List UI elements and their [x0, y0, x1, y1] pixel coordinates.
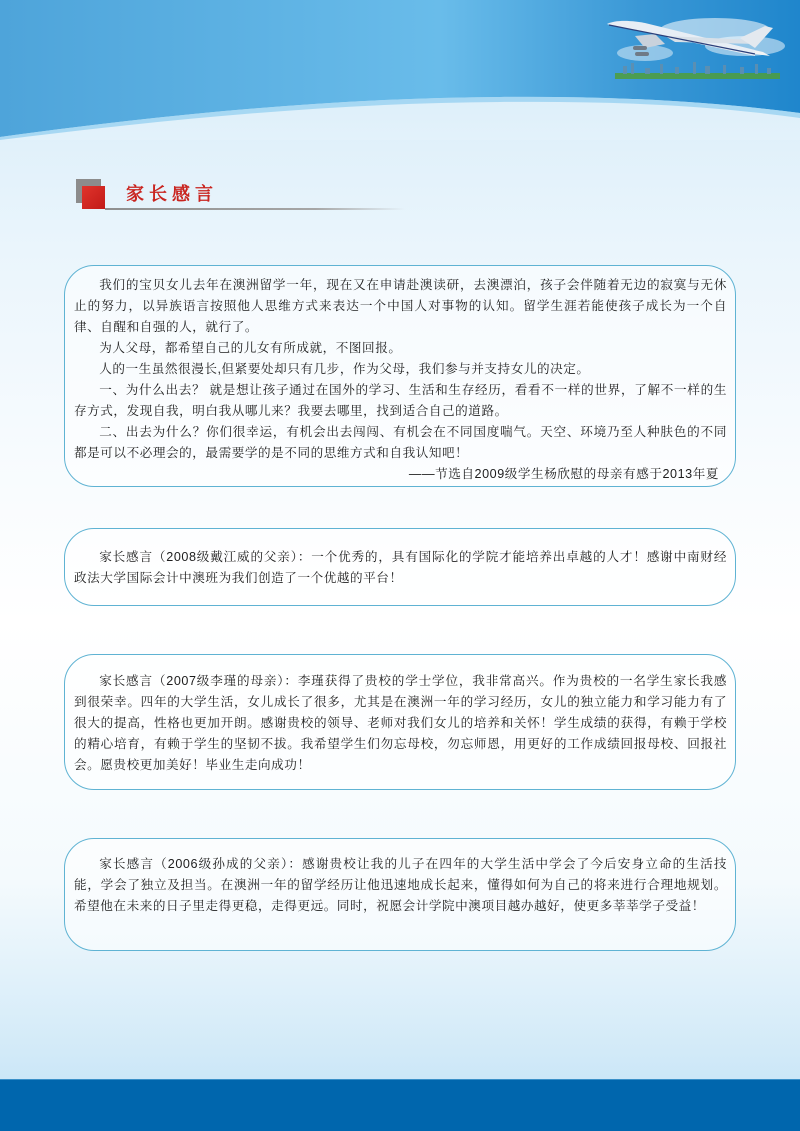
testimonial-paragraph: 我们的宝贝女儿去年在澳洲留学一年，现在又在申请赴澳读研，去澳漂泊，孩子会伴随着无边的寂寞与无休止的努力，以异族语言按照他人思维方式来表达一个中国人对事物的认知。留学生涯若能使孩子成长为一个自律、自醒和自强的人，就行了。 [74, 278, 727, 334]
testimonial-paragraph: 二、出去为什么？你们很幸运，有机会出去闯闯、有机会在不同国度喘气。天空、环境乃至人种肤色的不同都是可以不必理会的，最需要学的是不同的思维方式和自我认知吧！ [74, 425, 727, 460]
title-decoration-red-square [82, 186, 105, 209]
testimonial-card-3 [64, 654, 736, 790]
title-underline [105, 208, 405, 210]
testimonial-card-1 [64, 265, 736, 487]
testimonial-paragraph: 家长感言（2006级孙成的父亲）：感谢贵校让我的儿子在四年的大学生活中学会了今后安身立命的生活技能，学会了独立及担当。在澳洲一年的留学经历让他迅速地成长起来，懂得如何为自己的将来进行合理地规划。希望他在未来的日子里走得更稳，走得更远。同时，祝愿会计学院中澳项目越办越好，使更多莘莘学子受益！ [74, 857, 727, 913]
section-title: 家长感言 [126, 184, 218, 205]
testimonial-signature: ——节选自2009级学生杨欣慰的母亲有感于2013年夏 [408, 467, 719, 481]
testimonial-card-2 [64, 528, 736, 606]
section-header [76, 179, 406, 213]
testimonial-paragraph: 人的一生虽然很漫长,但紧要处却只有几步，作为父母，我们参与并支持女儿的决定。 [99, 362, 590, 376]
airplane-illustration [605, 8, 790, 86]
airplane-icon [605, 8, 790, 86]
testimonial-paragraph: 一、为什么出去？ 就是想让孩子通过在国外的学习、生活和生存经历，看看不一样的世界，了解不一样的生存方式，发现自我，明白我从哪儿来？我要去哪里，找到适合自己的道路。 [74, 383, 727, 418]
testimonial-paragraph: 家长感言（2008级戴江威的父亲）：一个优秀的，具有国际化的学院才能培养出卓越的人才！感谢中南财经政法大学国际会计中澳班为我们创造了一个优越的平台！ [74, 550, 727, 585]
testimonial-paragraph: 为人父母，都希望自己的儿女有所成就，不图回报。 [99, 341, 402, 355]
testimonial-paragraph: 家长感言（2007级李瑾的母亲）：李瑾获得了贵校的学士学位，我非常高兴。作为贵校的一名学生家长我感到很荣幸。四年的大学生活，女儿成长了很多，尤其是在澳洲一年的学习经历，女儿的独立能力和学习能力有了很大的提高，性格也更加开朗。感谢贵校的领导、老师对我们女儿的培养和关怀！学生成绩的获得，有赖于学校的精心培育，有赖于学生的坚韧不拔。我希望学生们勿忘母校，勿忘师恩，用更好的工作成绩回报母校、回报社会。愿贵校更加美好！毕业生走向成功！ [74, 674, 727, 772]
footer-band [0, 1079, 800, 1131]
testimonial-card-4 [64, 838, 736, 951]
